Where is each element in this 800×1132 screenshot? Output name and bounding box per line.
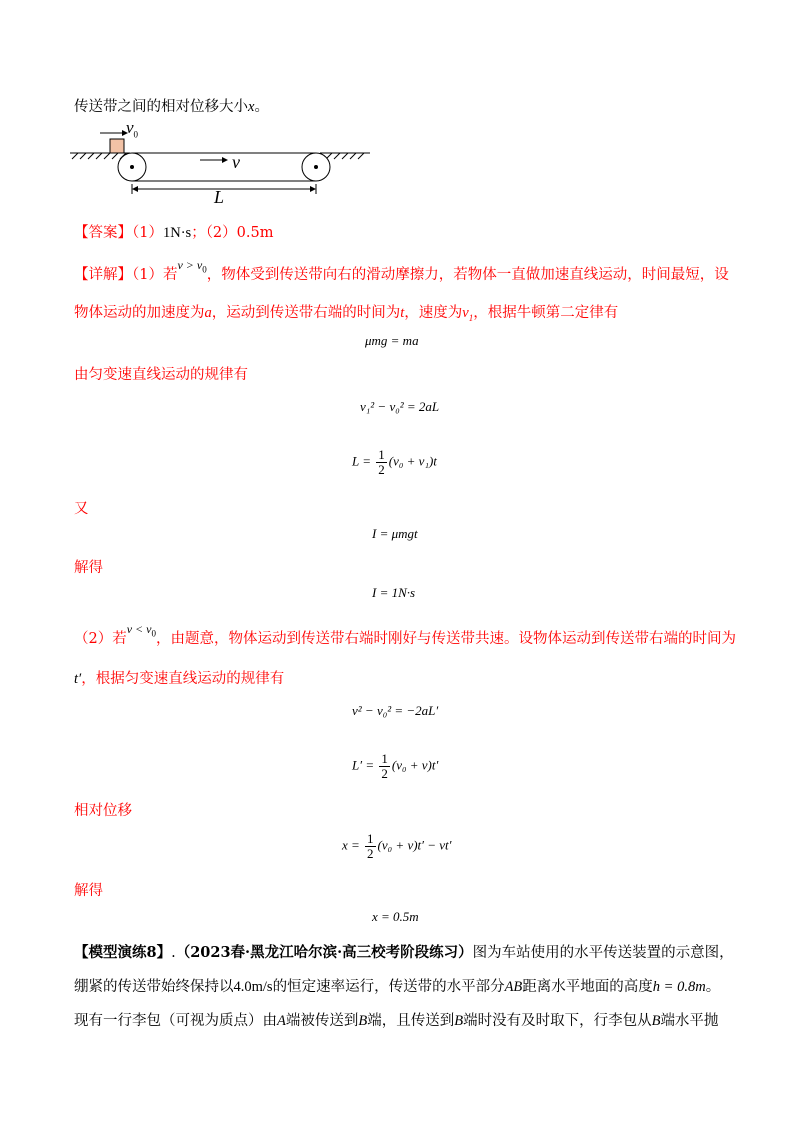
height-value: h = 0.8m bbox=[652, 979, 706, 995]
label-v0: $v_0$ bbox=[126, 118, 139, 140]
equation-length-2: L′ = $\frac{1}{2}$ (v₀ + v)t′ bbox=[352, 751, 439, 781]
equation-length: L = $\frac{1}{2}$ (v₀ + v₁)t bbox=[352, 447, 437, 477]
answer-tag: 【答案】 bbox=[74, 225, 132, 241]
intro-text: 传送带之间的相对位移大小 bbox=[74, 99, 248, 115]
equation-newton: μmg = ma bbox=[365, 333, 419, 348]
speed-value: 4.0m/s bbox=[233, 979, 273, 995]
label-v: v bbox=[232, 152, 240, 172]
ground-hatch-right bbox=[320, 153, 370, 159]
solve-line-1: 解得 bbox=[74, 560, 103, 576]
problem-line-2: 绷紧的传送带始终保持以4.0m/s的恒定速率运行，传送带的水平部分AB距离水平地面的高度h = 0.8m。 bbox=[74, 979, 721, 995]
also-line: 又 bbox=[74, 501, 89, 517]
intro-end: 。 bbox=[254, 99, 269, 115]
equation-kinematics-2: v² − v₀² = −2aL′ bbox=[352, 703, 439, 718]
intro-line bbox=[74, 96, 269, 118]
detail-line-1: 【详解】（1）若$^{v > v_0}$，物体受到传送带向右的滑动摩擦力，若物体一直做加速直线运动，时间最短，设 bbox=[74, 258, 729, 283]
problem-line-1: 【模型演练8】.（2023春·黑龙江哈尔滨·高三校考阶段练习）图为车站使用的水平传送装置的示意图， bbox=[74, 944, 734, 961]
condition-1: v > v0 bbox=[177, 258, 207, 275]
problem-tag: 【模型演练8】 bbox=[74, 944, 172, 961]
equation-impulse: I = μmgt bbox=[372, 526, 418, 541]
problem-line-3: 现有一行李包（可视为质点）由A端被传送到B端，且传送到B端时没有及时取下，行李包从B端水平抛 bbox=[74, 1013, 719, 1029]
label-L: L bbox=[214, 187, 225, 207]
equation-impulse-result: I = 1N·s bbox=[372, 585, 416, 600]
detail-part2-line-1: （2）若$^{v < v_0}$，由题意，物体运动到传送带右端时刚好与传送带共速。设物体运动到传送带右端的时间为 bbox=[74, 622, 736, 647]
conveyor-diagram bbox=[70, 118, 380, 208]
detail-part2-line-2: t′，根据匀变速直线运动的规律有 bbox=[74, 671, 285, 687]
relative-displacement-line: 相对位移 bbox=[74, 803, 132, 819]
equation-displacement-result: x = 0.5m bbox=[372, 909, 419, 924]
answer-line: 【答案】（1）1N·s；（2）0.5m bbox=[74, 225, 274, 241]
equation-kinematics: v₁² − v₀² = 2aL bbox=[360, 399, 440, 414]
solve-line-2: 解得 bbox=[74, 883, 103, 899]
law-line: 由匀变速直线运动的规律有 bbox=[74, 367, 248, 383]
intro-var: x bbox=[248, 99, 255, 115]
equation-relative-displacement: x = $\frac{1}{2}$ (v₀ + v)t′ − vt′ bbox=[342, 831, 452, 861]
answer-value-2: （2）0.5m bbox=[205, 225, 274, 241]
answer-value-1: 1N·s bbox=[162, 225, 192, 241]
detail-tag: 【详解】 bbox=[74, 267, 132, 283]
problem-source: （2023春·黑龙江哈尔滨·高三校考阶段练习） bbox=[175, 944, 473, 961]
package-box bbox=[110, 139, 124, 153]
condition-2: v < v0 bbox=[126, 622, 156, 639]
detail-line-2: 物体运动的加速度为a，运动到传送带右端的时间为t，速度为$v_1$，根据牛顿第二定律有 bbox=[74, 305, 619, 323]
